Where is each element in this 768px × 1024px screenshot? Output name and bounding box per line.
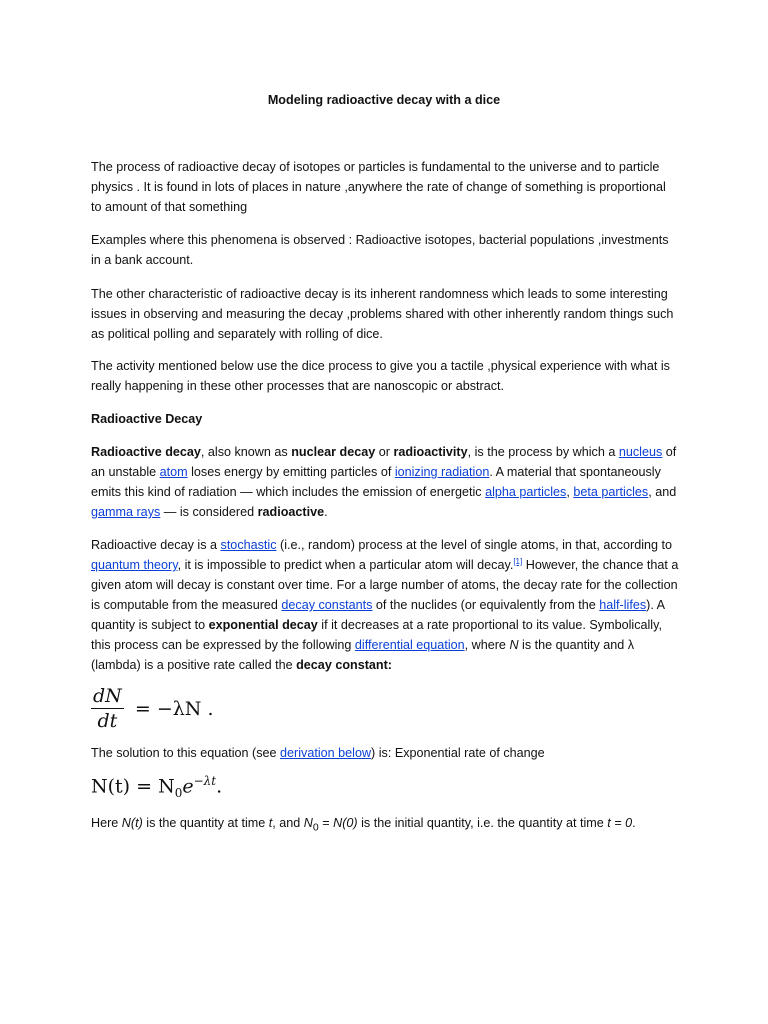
text-span: or xyxy=(375,445,394,459)
text-span: , also known as xyxy=(200,445,292,459)
variable-t-zero: t = 0 xyxy=(607,816,633,830)
document-title: Modeling radioactive decay with a dice xyxy=(267,93,501,107)
text-span: . xyxy=(632,816,636,830)
link-quantum-theory[interactable]: quantum theory xyxy=(91,558,178,572)
equation-right-side: = −λN . xyxy=(134,697,214,720)
fraction-denominator: dt xyxy=(97,710,118,732)
text-span: , and xyxy=(648,485,677,499)
variable-nt: N(t) xyxy=(121,816,143,830)
explanation-paragraph xyxy=(91,813,679,838)
variable-n-of-zero: N(0) xyxy=(333,816,358,830)
link-atom[interactable]: atom xyxy=(159,465,188,479)
text-span: Here xyxy=(91,816,122,830)
text-span: is the quantity at time xyxy=(142,816,269,830)
link-alpha-particles[interactable]: alpha particles xyxy=(485,485,567,499)
activity-paragraph: The activity mentioned below use the dice process to give you a tactile ,physical experience with what is really happening in these other processes that are nanoscopic or abstract. xyxy=(91,359,670,393)
link-ionizing-radiation[interactable]: ionizing radiation xyxy=(394,465,490,479)
section-heading xyxy=(91,409,679,429)
term-exponential-decay: exponential decay xyxy=(208,618,318,632)
link-decay-constants[interactable]: decay constants xyxy=(281,598,373,612)
variable-n: N xyxy=(509,638,519,652)
definition-paragraph xyxy=(91,442,679,522)
text-span: , xyxy=(566,485,574,499)
solution-paragraph xyxy=(91,743,679,763)
text-span: . xyxy=(324,505,328,519)
text-span: , where xyxy=(464,638,510,652)
text-span: — is considered xyxy=(160,505,258,519)
text-span: . A material that spontaneously emits this kind of radiation — which includes the emission of energetic xyxy=(91,465,661,499)
text-span: ) is: Exponential rate of change xyxy=(371,746,545,760)
link-beta-particles[interactable]: beta particles xyxy=(573,485,649,499)
link-gamma-rays[interactable]: gamma rays xyxy=(91,505,161,519)
stochastic-paragraph xyxy=(91,535,679,675)
variable-t: t xyxy=(268,816,273,830)
subscript-zero: 0 xyxy=(312,821,319,834)
text-span: of an unstable xyxy=(91,445,677,479)
subscript-zero: 0 xyxy=(174,786,183,801)
text-span: is the quantity and λ (lambda) is a positive rate called the xyxy=(91,638,635,672)
exponential-base: e xyxy=(182,775,194,798)
examples-paragraph: Examples where this phenomena is observed : Radioactive isotopes, bacterial populations ,investments in a bank account. xyxy=(91,233,669,267)
section-heading-text: Radioactive Decay xyxy=(91,412,203,426)
text-span: , is the process by which a xyxy=(467,445,619,459)
link-nucleus[interactable]: nucleus xyxy=(618,445,663,459)
text-span: : xyxy=(387,658,392,672)
link-half-lifes[interactable]: half-lifes xyxy=(599,598,647,612)
derivative-fraction xyxy=(91,684,124,733)
term-radioactivity: radioactivity xyxy=(393,445,468,459)
formula-period: . xyxy=(216,775,223,798)
fraction-numerator: dN xyxy=(93,685,122,707)
reference-link[interactable]: [1] xyxy=(513,556,523,566)
link-differential-equation[interactable]: differential equation xyxy=(354,638,465,652)
term-decay-constant: decay constant xyxy=(296,658,388,672)
link-stochastic[interactable]: stochastic xyxy=(220,538,277,552)
text-span: (i.e., random) process at the level of single atoms, in that, according to xyxy=(276,538,673,552)
text-span: of the nuclides (or equivalently from the xyxy=(372,598,600,612)
link-derivation-below[interactable]: derivation below xyxy=(280,746,372,760)
variable-n0: N xyxy=(303,816,313,830)
randomness-paragraph: The other characteristic of radioactive decay is its inherent randomness which leads to some interesting issues in observing and measuring the decay ,problems shared with other inherently random things such as political polling and separately with rolling of dice. xyxy=(91,287,674,341)
term-nuclear-decay: nuclear decay xyxy=(291,445,376,459)
differential-equation-formula xyxy=(91,684,214,733)
solution-lhs: N(t) = N xyxy=(91,775,175,798)
text-span: loses energy by emitting particles of xyxy=(187,465,395,479)
intro-paragraph: The process of radioactive decay of isotopes or particles is fundamental to the universe and to particle physics . It is found in lots of places in nature ,anywhere the rate of change of something is proportional to amount of that something xyxy=(91,160,666,214)
text-span: , it is impossible to predict when a particular atom will decay. xyxy=(177,558,514,572)
exponent: −λt xyxy=(193,774,217,788)
solution-formula xyxy=(91,774,222,800)
text-span: is the initial quantity, i.e. the quantity at time xyxy=(357,816,608,830)
term-radioactive: radioactive xyxy=(257,505,325,519)
text-span: = xyxy=(318,816,334,830)
term-radioactive-decay: Radioactive decay xyxy=(91,445,201,459)
text-span: The solution to this equation (see xyxy=(91,746,281,760)
text-span: However, the chance that a given atom will decay is constant over time. For a large number of atoms, the decay rate for the collection is computable from the measured xyxy=(91,558,679,612)
text-span: if it decreases at a rate proportional to its value. Symbolically, this process can be expressed by the following xyxy=(91,618,662,652)
text-span: Radioactive decay is a xyxy=(91,538,221,552)
text-span: , and xyxy=(272,816,304,830)
text-span: ). A quantity is subject to xyxy=(91,598,665,632)
